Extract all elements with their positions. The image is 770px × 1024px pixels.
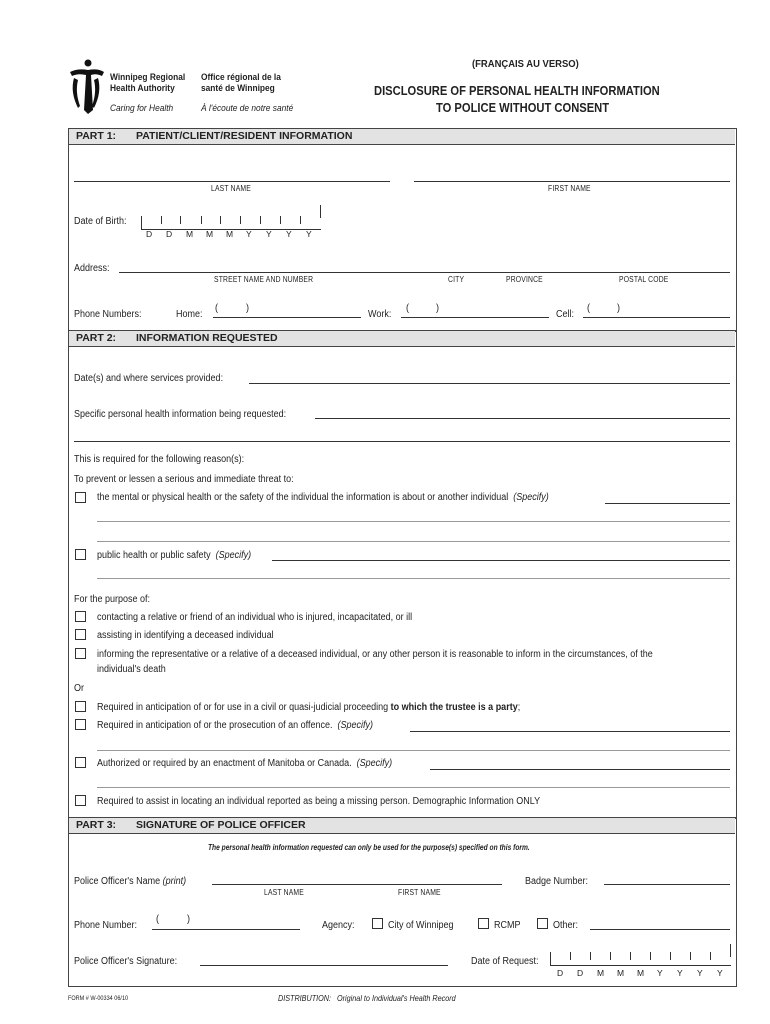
dob-letter: M: [206, 229, 214, 239]
first-name-caption: FIRST NAME: [548, 184, 591, 193]
usage-notice: The personal health information requested can only be used for the purpose(s) specified on this form.: [208, 843, 530, 852]
dob-letter: Y: [306, 229, 312, 239]
specific-info-label: Specific personal health information being requested:: [74, 409, 287, 420]
mental-health-text: the mental or physical health or the safety of the individual the information is about or another individual: [97, 492, 509, 503]
part2-header: [69, 331, 735, 347]
home-label: Home:: [176, 309, 203, 320]
prosecution-specify: (Specify): [337, 720, 374, 731]
rcmp-label: RCMP: [494, 920, 521, 931]
civil-proceeding-bold: to which the trustee is a party: [390, 702, 518, 713]
officer-name-text: Police Officer's Name: [74, 876, 161, 887]
enactment-specify-field[interactable]: [430, 769, 730, 770]
mental-health-specify-field[interactable]: [605, 503, 730, 504]
distribution-label: DISTRIBUTION:: [278, 993, 331, 1003]
officer-phone-paren-close: ): [187, 914, 191, 925]
civil-proceeding-option: [97, 702, 520, 713]
contacting-checkbox[interactable]: [75, 611, 86, 622]
distribution-text: Original to Individual's Health Record: [337, 993, 456, 1003]
dates-field[interactable]: [249, 383, 730, 384]
work-phone-field[interactable]: [401, 317, 549, 318]
home-phone-field[interactable]: [213, 317, 361, 318]
missing-person-checkbox[interactable]: [75, 795, 86, 806]
city-caption: CITY: [448, 275, 465, 284]
mental-health-line-2[interactable]: [97, 521, 730, 522]
org-name-fr-2: santé de Winnipeg: [201, 82, 275, 94]
date-of-request-label: Date of Request:: [471, 956, 539, 967]
officer-phone-label: Phone Number:: [74, 920, 138, 931]
tagline-en: Caring for Health: [110, 103, 174, 114]
officer-first-name-caption: FIRST NAME: [398, 888, 441, 897]
agency-label: Agency:: [322, 920, 355, 931]
public-health-specify-field[interactable]: [272, 560, 730, 561]
part3-header: [69, 818, 735, 834]
part3-title: SIGNATURE OF POLICE OFFICER: [136, 819, 306, 831]
street-caption: STREET NAME AND NUMBER: [214, 275, 314, 284]
public-health-line-2[interactable]: [97, 578, 730, 579]
date-of-request-letter: M: [617, 968, 625, 978]
cell-paren-close: ): [617, 303, 621, 314]
civil-proceeding-text: Required in anticipation of or for use in a civil or quasi-judicial proceeding: [97, 702, 389, 713]
missing-person-option: Required to assist in locating an individual reported as being a missing person. Demographic Information ONLY: [97, 796, 541, 807]
part1-title: PATIENT/CLIENT/RESIDENT INFORMATION: [136, 130, 353, 142]
city-of-winnipeg-label: City of Winnipeg: [388, 920, 454, 931]
form-title-line1: DISCLOSURE OF PERSONAL HEALTH INFORMATION: [374, 83, 660, 98]
dob-letter: Y: [266, 229, 272, 239]
enactment-checkbox[interactable]: [75, 757, 86, 768]
city-of-winnipeg-checkbox[interactable]: [372, 918, 383, 929]
mental-health-checkbox[interactable]: [75, 492, 86, 503]
address-label: Address:: [74, 263, 110, 274]
wrha-logo: [66, 58, 106, 116]
mental-health-option: [97, 492, 549, 503]
part2-title: INFORMATION REQUESTED: [136, 332, 278, 344]
work-paren-open: (: [406, 303, 410, 314]
form-title-line2: TO POLICE WITHOUT CONSENT: [436, 100, 610, 115]
part3-number: PART 3:: [76, 819, 117, 831]
address-field[interactable]: [119, 272, 730, 273]
other-agency-checkbox[interactable]: [537, 918, 548, 929]
specific-info-field-2[interactable]: [74, 441, 730, 442]
dob-letter: M: [226, 229, 234, 239]
first-name-field[interactable]: [414, 181, 730, 182]
prosecution-specify-field[interactable]: [410, 731, 730, 732]
org-name-fr-1: Office régional de la: [201, 72, 281, 83]
date-of-request-letter: Y: [677, 968, 683, 978]
org-name-en-1: Winnipeg Regional: [110, 72, 186, 83]
prosecution-checkbox[interactable]: [75, 719, 86, 730]
mental-health-specify: (Specify): [513, 492, 549, 503]
date-of-request-letter: D: [577, 968, 584, 978]
phone-numbers-label: Phone Numbers:: [74, 309, 142, 320]
badge-number-label: Badge Number:: [525, 876, 589, 887]
last-name-caption: LAST NAME: [211, 184, 251, 193]
dates-label: Date(s) and where services provided:: [74, 373, 224, 384]
informing-checkbox[interactable]: [75, 648, 86, 659]
tagline-fr: À l'écoute de notre santé: [201, 103, 294, 114]
work-label: Work:: [368, 309, 392, 320]
purpose-intro: For the purpose of:: [74, 594, 151, 605]
assisting-option: assisting in identifying a deceased individual: [97, 630, 274, 641]
other-agency-field[interactable]: [590, 929, 730, 930]
wrha-logo-icon: [66, 58, 106, 116]
enactment-option: [97, 758, 392, 769]
public-health-checkbox[interactable]: [75, 549, 86, 560]
distribution-note: [278, 993, 456, 1003]
dob-letter: Y: [286, 229, 292, 239]
rcmp-checkbox[interactable]: [478, 918, 489, 929]
home-paren-close: ): [246, 303, 250, 314]
prevent-intro: To prevent or lessen a serious and immediate threat to:: [74, 474, 294, 485]
badge-number-field[interactable]: [604, 884, 730, 885]
part2-section: [68, 330, 737, 819]
part1-number: PART 1:: [76, 130, 117, 142]
date-of-request-letter: M: [637, 968, 645, 978]
dob-letter: Y: [246, 229, 252, 239]
cell-paren-open: (: [587, 303, 591, 314]
prosecution-text: Required in anticipation of or the prosecution of an offence.: [97, 720, 333, 731]
public-health-text: public health or public safety: [97, 550, 211, 561]
public-health-specify: (Specify): [215, 550, 252, 561]
officer-phone-field[interactable]: [152, 929, 300, 930]
dob-letter: M: [186, 229, 194, 239]
prosecution-line-2[interactable]: [97, 750, 730, 751]
dob-letter: D: [146, 229, 153, 239]
officer-name-field[interactable]: [212, 884, 502, 885]
date-of-request-letter: Y: [717, 968, 723, 978]
enactment-text: Authorized or required by an enactment of Manitoba or Canada.: [97, 758, 352, 769]
date-of-request-letter: D: [557, 968, 564, 978]
cell-phone-field[interactable]: [583, 317, 730, 318]
dob-label: Date of Birth:: [74, 216, 127, 227]
contacting-option: contacting a relative or friend of an individual who is injured, incapacitated, or ill: [97, 612, 413, 623]
informing-option-line1: informing the representative or a relative of a deceased individual, or any other person it is reasonable to inform in the circumstances, of the: [97, 649, 653, 660]
prosecution-option: [97, 720, 373, 731]
other-agency-label: Other:: [553, 920, 579, 931]
french-on-reverse: (FRANÇAIS AU VERSO): [472, 58, 579, 70]
officer-name-print: (print): [162, 876, 187, 887]
last-name-field[interactable]: [74, 181, 390, 182]
part1-header: [69, 129, 735, 145]
form-number: FORM # W-00334 06/10: [68, 995, 129, 1002]
signature-field[interactable]: [200, 965, 448, 966]
officer-name-label: [74, 876, 186, 887]
province-caption: PROVINCE: [506, 275, 543, 284]
org-name-en-2: Health Authority: [110, 82, 175, 94]
enactment-line-2[interactable]: [97, 787, 730, 788]
date-of-request-letter: Y: [657, 968, 663, 978]
enactment-specify: (Specify): [356, 758, 393, 769]
specific-info-field[interactable]: [315, 418, 730, 419]
cell-label: Cell:: [556, 309, 575, 320]
informing-option-line2: individual's death: [97, 664, 166, 675]
officer-last-name-caption: LAST NAME: [264, 888, 304, 897]
date-of-request-letter: Y: [697, 968, 703, 978]
dob-letter: D: [166, 229, 173, 239]
dob-field[interactable]: [141, 205, 321, 230]
mental-health-line-3[interactable]: [97, 541, 730, 542]
or-label: Or: [74, 683, 84, 694]
assisting-checkbox[interactable]: [75, 629, 86, 640]
part2-number: PART 2:: [76, 332, 117, 344]
postal-caption: POSTAL CODE: [619, 275, 669, 284]
public-health-option: [97, 550, 251, 561]
signature-label: Police Officer's Signature:: [74, 956, 178, 967]
home-paren-open: (: [215, 303, 219, 314]
reasons-intro: This is required for the following reason(s):: [74, 454, 245, 465]
date-of-request-field[interactable]: [550, 944, 731, 966]
civil-proceeding-checkbox[interactable]: [75, 701, 86, 712]
date-of-request-letter: M: [597, 968, 605, 978]
work-paren-close: ): [436, 303, 440, 314]
officer-phone-paren-open: (: [156, 914, 160, 925]
civil-proceeding-end: ;: [517, 702, 521, 713]
